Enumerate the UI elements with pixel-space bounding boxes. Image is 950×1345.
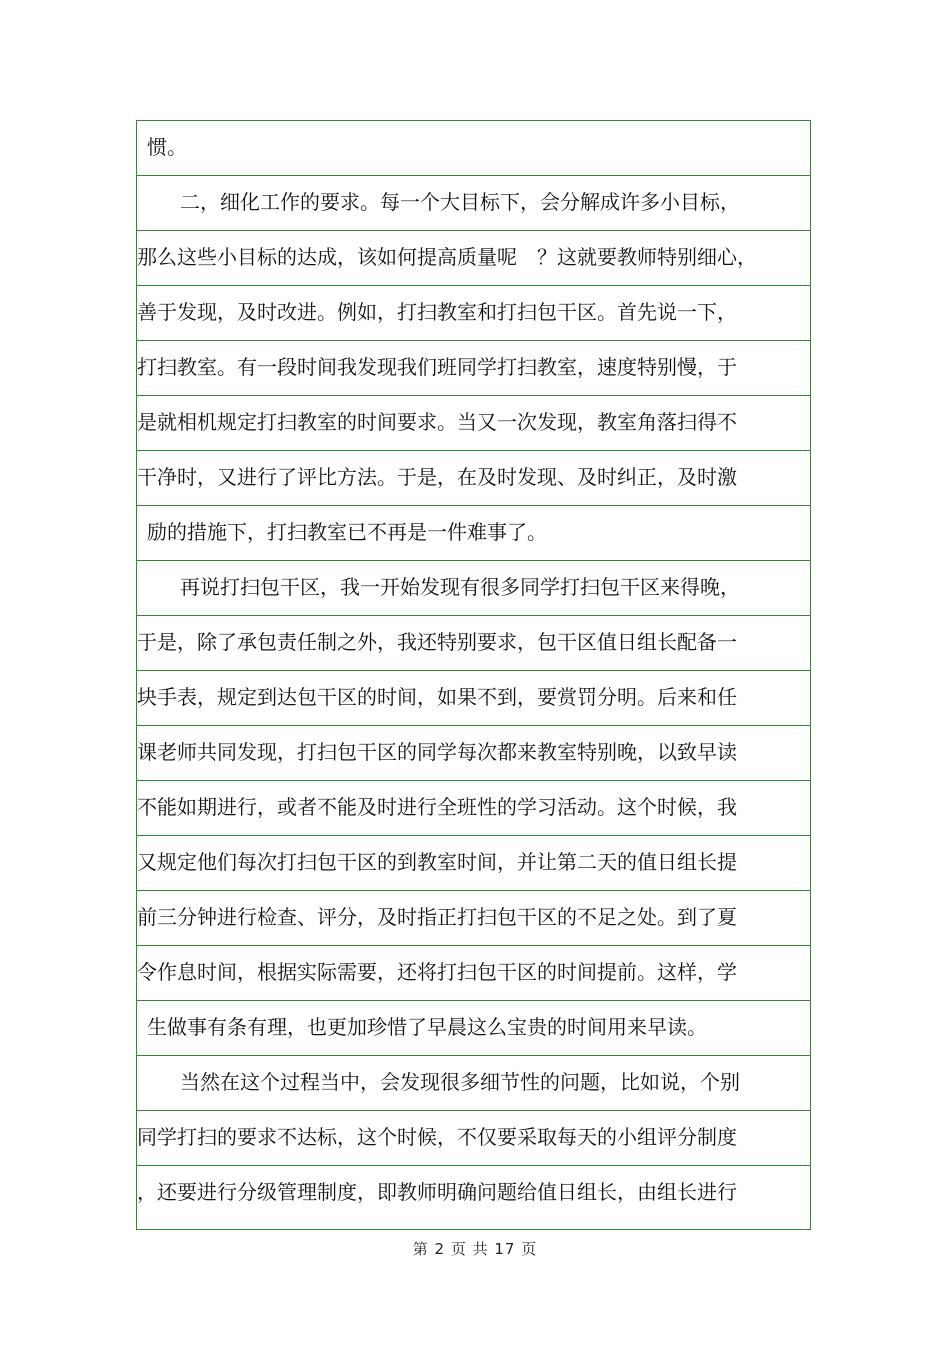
text-line — [137, 176, 810, 231]
line-text: 前三分钟进行检查、评分，及时指正打扫包干区的不足之处。到了夏 — [137, 905, 737, 929]
line-text: 不能如期进行，或者不能及时进行全班性的学习活动。这个时候，我 — [137, 795, 737, 819]
line-text: 二，细化工作的要求。每一个大目标下，会分解成许多小目标， — [180, 190, 740, 214]
line-text: 令作息时间，根据实际需要，还将打扫包干区的时间提前。这样，学 — [137, 960, 737, 984]
document-text-frame — [136, 120, 811, 1230]
text-line — [137, 836, 810, 891]
text-line — [137, 671, 810, 726]
line-text: 那么这些小目标的达成，该如何提高质量呢 ？这就要教师特别细心， — [137, 245, 757, 269]
line-text: 生做事有条有理，也更加珍惜了早晨这么宝贵的时间用来早读。 — [147, 1015, 707, 1039]
text-line — [137, 616, 810, 671]
line-text: 于是，除了承包责任制之外，我还特别要求，包干区值日组长配备一 — [137, 630, 737, 654]
line-text: 再说打扫包干区，我一开始发现有很多同学打扫包干区来得晚， — [180, 575, 740, 599]
text-line — [137, 121, 810, 176]
line-text: 善于发现，及时改进。例如，打扫教室和打扫包干区。首先说一下， — [137, 300, 737, 324]
text-line — [137, 341, 810, 396]
text-line — [137, 231, 810, 286]
text-line — [137, 1001, 810, 1056]
line-text: 同学打扫的要求不达标，这个时候，不仅要采取每天的小组评分制度 — [137, 1125, 737, 1149]
text-line — [137, 506, 810, 561]
text-line — [137, 1166, 810, 1221]
page-number-footer: 第 2 页 共 17 页 — [412, 1240, 538, 1258]
text-line — [137, 1056, 810, 1111]
line-text: 干净时，又进行了评比方法。于是，在及时发现、及时纠正，及时激 — [137, 465, 737, 489]
line-text: 课老师共同发现，打扫包干区的同学每次都来教室特别晚，以致早读 — [137, 740, 737, 764]
line-text: 惯。 — [147, 135, 187, 159]
line-text: ，还要进行分级管理制度，即教师明确问题给值日组长，由组长进行 — [137, 1180, 737, 1204]
text-line — [137, 1111, 810, 1166]
line-text: 块手表，规定到达包干区的时间，如果不到，要赏罚分明。后来和任 — [137, 685, 737, 709]
text-line — [137, 891, 810, 946]
text-line — [137, 781, 810, 836]
text-line — [137, 726, 810, 781]
text-line — [137, 286, 810, 341]
line-text: 打扫教室。有一段时间我发现我们班同学打扫教室，速度特别慢，于 — [137, 355, 737, 379]
line-text: 是就相机规定打扫教室的时间要求。当又一次发现，教室角落扫得不 — [137, 410, 737, 434]
line-text: 又规定他们每次打扫包干区的到教室时间，并让第二天的值日组长提 — [137, 850, 737, 874]
text-line — [137, 451, 810, 506]
text-line — [137, 561, 810, 616]
text-line — [137, 396, 810, 451]
text-line — [137, 946, 810, 1001]
line-text: 当然在这个过程当中，会发现很多细节性的问题，比如说，个别 — [180, 1070, 740, 1094]
line-text: 励的措施下，打扫教室已不再是一件难事了。 — [147, 520, 547, 544]
